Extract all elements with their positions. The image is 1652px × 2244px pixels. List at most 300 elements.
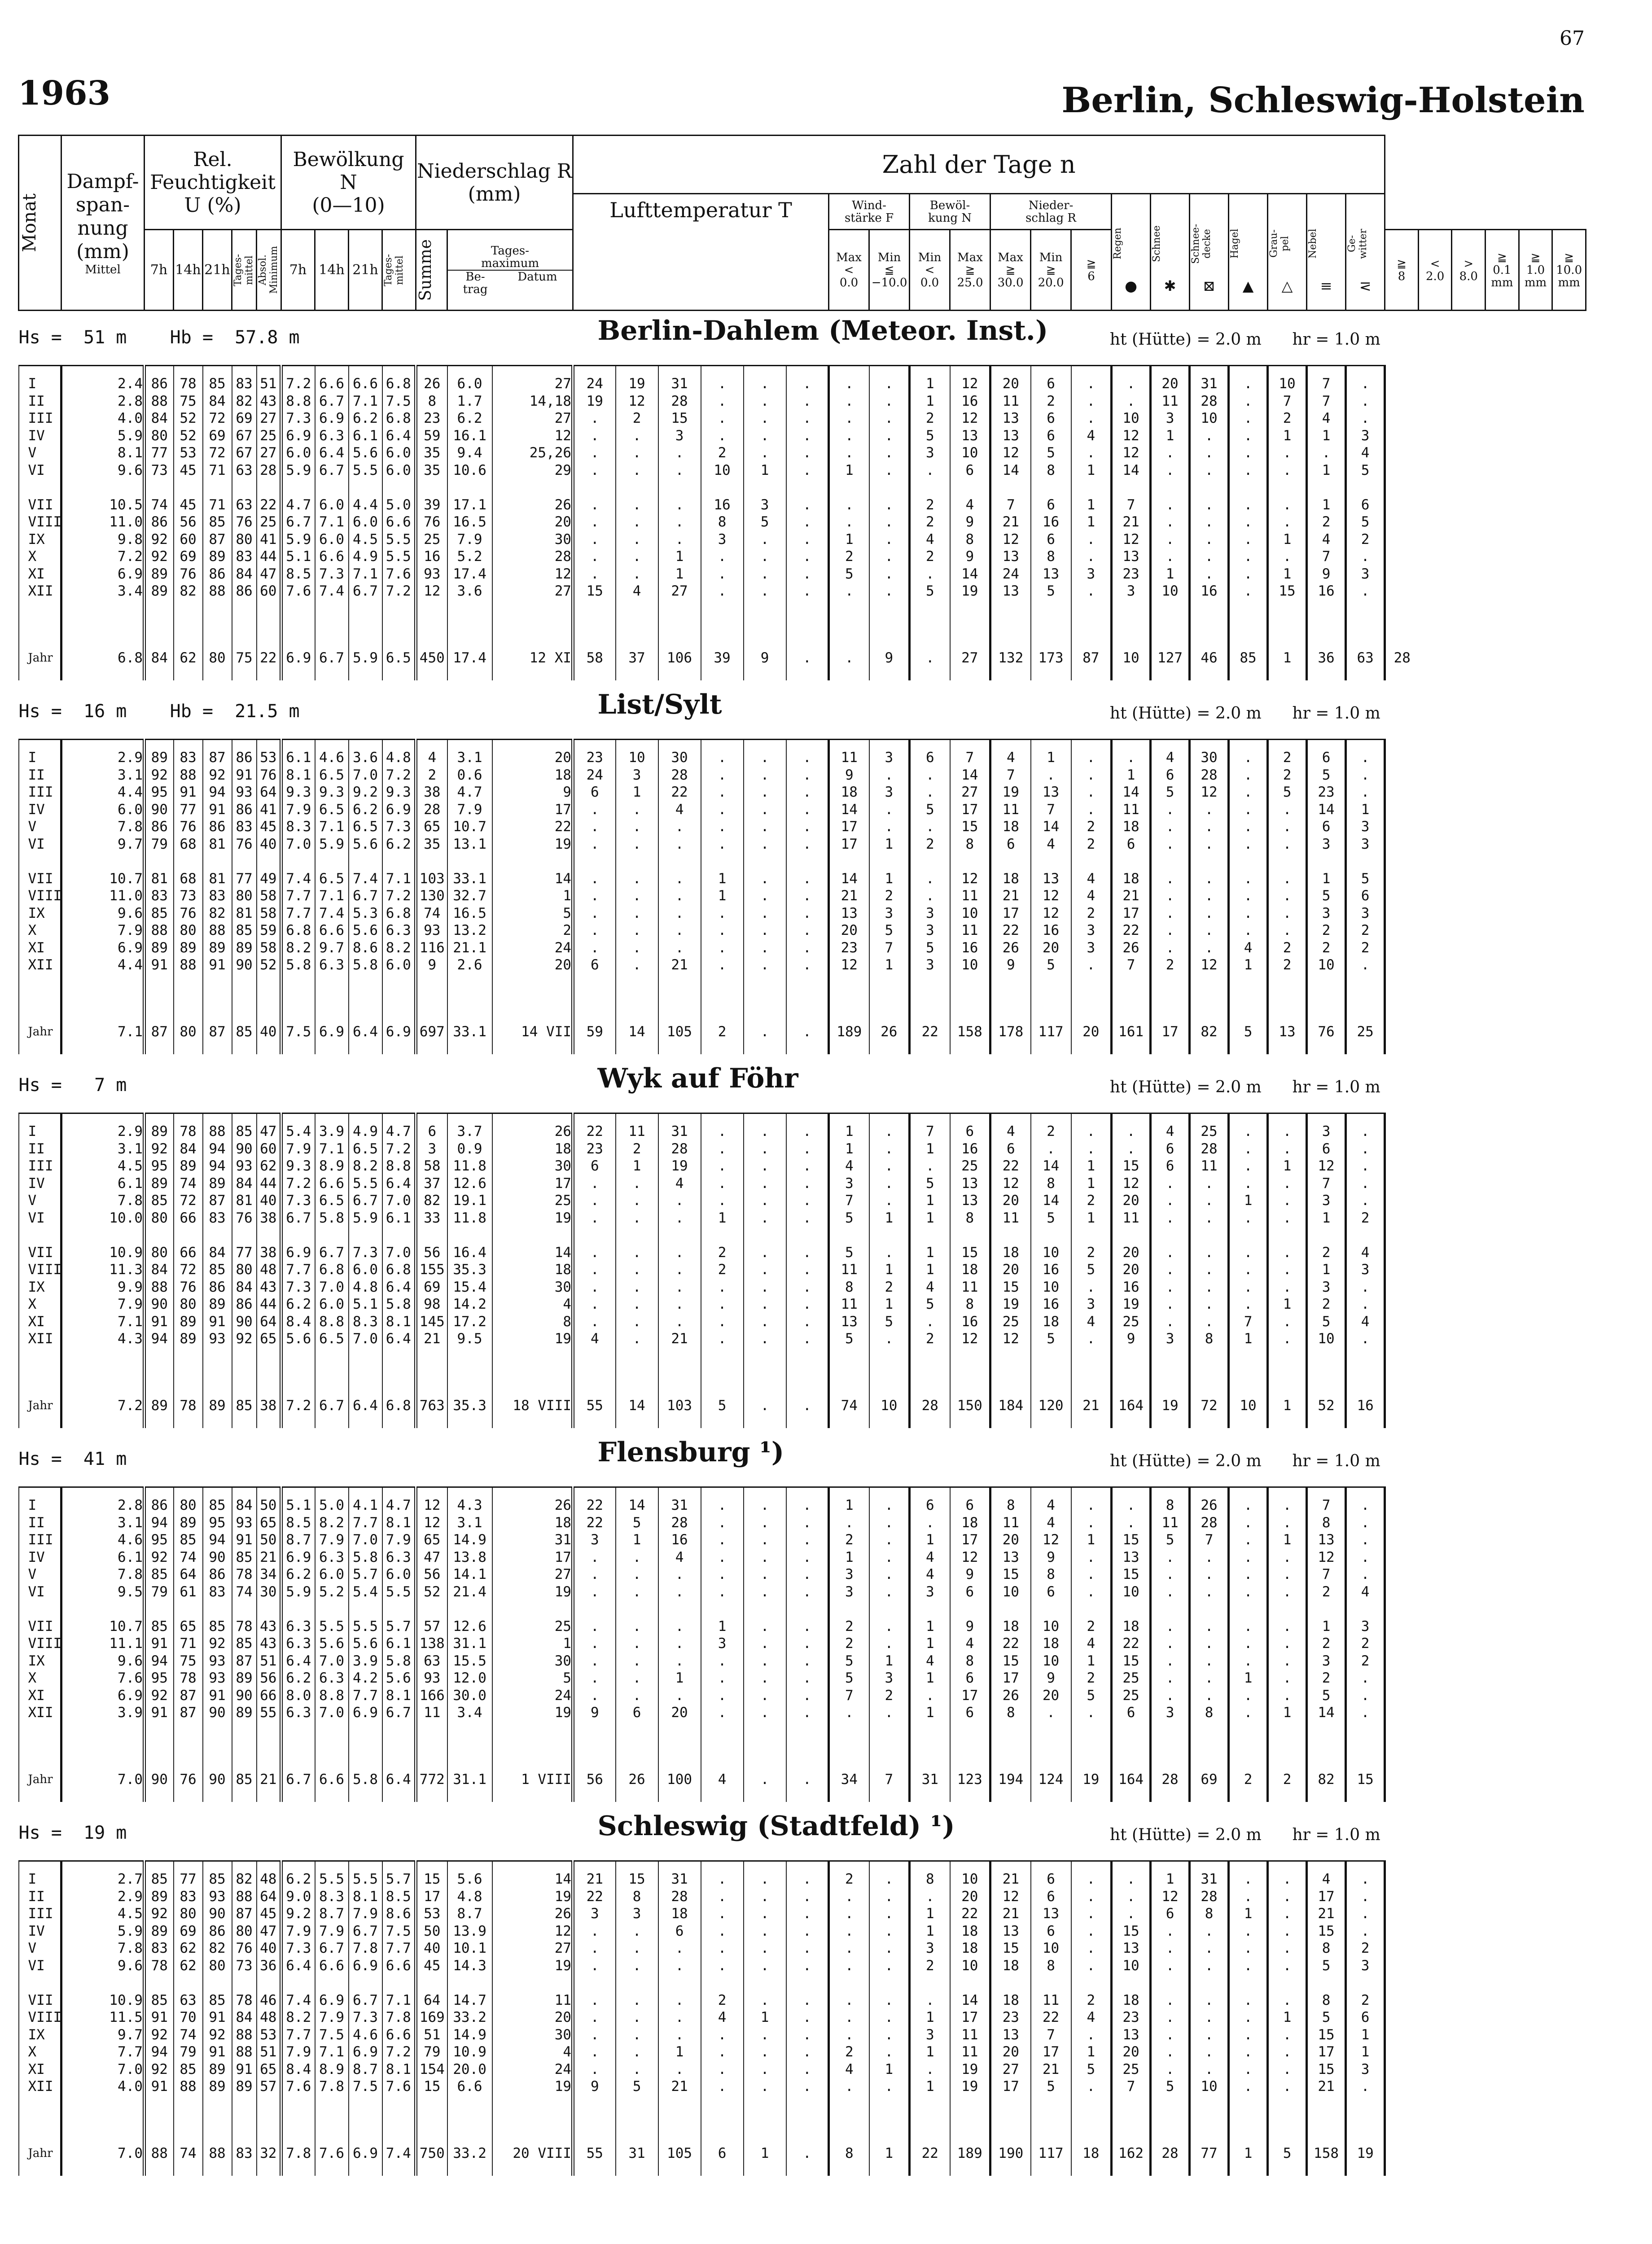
value-column: 4.7 7.2 8.8 6.4 7.0 6.1 7.0 6.8 6.4 5.8 8.1 6.4 (382, 1113, 416, 1384)
annual-value: 7.8 (281, 2131, 315, 2176)
value-column: 4.9 6.5 8.2 5.5 6.7 5.9 7.3 6.0 4.8 5.1 8.3 7.0 (349, 1113, 382, 1384)
value-column: 10 20 22 18 18 10 14 17 11 11 19 19 (950, 1861, 990, 2131)
value-column: . . . . . . . . . . . . (744, 1113, 786, 1384)
annual-value: 40 (257, 1009, 281, 1054)
value-column: 88 94 94 89 87 83 84 85 86 89 91 93 (203, 1113, 232, 1384)
value-column: 83 82 69 67 67 63 63 76 80 83 84 86 (232, 366, 257, 636)
station-block (19, 311, 1586, 685)
annual-value: 117 (1031, 1009, 1071, 1054)
value-column: 50 65 50 21 34 30 43 43 51 56 66 55 (257, 1487, 281, 1758)
annual-value: 22 (910, 2131, 950, 2176)
jahr-label: Jahr (19, 1757, 61, 1802)
value-column: . . . . . 1 . 1 2 1 5 . (869, 1113, 910, 1384)
value-column: 82 88 87 80 76 73 78 84 88 88 91 89 (232, 1861, 257, 2131)
value-column: 4.8 7.2 9.3 6.9 7.3 6.2 7.1 7.2 6.8 6.3 8.2 6.0 (382, 740, 416, 1010)
value-column: 2.4 2.8 4.0 5.9 8.1 9.6 10.5 11.0 9.8 7.2 6.9 3.4 (61, 366, 145, 636)
annual-value: 2 (701, 1009, 744, 1054)
annual-value: 7.0 (61, 1757, 145, 1802)
annual-value: 88 (145, 2131, 174, 2176)
value-column: 6 . 1 4 4 3 1 1 4 1 . 1 (910, 1487, 950, 1758)
header-schneedecke: Schnee- decke ⊠ (1190, 194, 1229, 311)
annual-value: 28 (1385, 636, 1419, 680)
value-column: 19 12 2 . . . . . . . . 4 (616, 366, 658, 636)
annual-value: 120 (1031, 1383, 1071, 1428)
annual-value: 10 (869, 1383, 910, 1428)
value-column: 7 1 . 5 1 1 1 1 4 5 . 2 (910, 1113, 950, 1384)
annual-values (19, 1383, 1586, 1428)
value-column: 7 14 27 17 15 8 12 11 10 11 16 10 (950, 740, 990, 1010)
value-column: 6.1 8.1 9.3 7.9 8.3 7.0 7.4 7.7 7.7 6.8 8.2 5.8 (281, 740, 315, 1010)
annual-value: 5.8 (349, 1757, 382, 1802)
header-dampf: Dampf- span- nung (mm) Mittel (61, 136, 145, 311)
annual-value: 161 (1112, 1009, 1151, 1054)
annual-value: 103 (658, 1383, 701, 1428)
annual-value: 6.9 (349, 2131, 382, 2176)
header-niederschlag: Niederschlag R (mm) (416, 136, 573, 230)
annual-value: 75 (232, 636, 257, 680)
header-lufttemperatur: Lufttemperatur T (573, 194, 829, 311)
annual-value: 84 (145, 636, 174, 680)
annual-value: 189 (829, 1009, 869, 1054)
annual-value: 35.3 (447, 1383, 492, 1428)
header-nebel: Nebel ≡ (1307, 194, 1346, 311)
annual-value: . (744, 1757, 786, 1802)
annual-value: 19 (1346, 2131, 1385, 2176)
annual-value: 18 (1071, 2131, 1112, 2176)
annual-value: 173 (1031, 636, 1071, 680)
annual-value: 87 (1071, 636, 1112, 680)
station-instrument-heights: ht (Hütte) = 2.0 m hr = 1.0 m (1109, 330, 1380, 349)
annual-value: 127 (1151, 636, 1190, 680)
annual-value: 89 (145, 1383, 174, 1428)
value-column: 3 . 3 . . 1 1 2 3 5 7 1 (869, 740, 910, 1010)
value-column: 1 1 2 5 3 . 2 2 4 2 . 5 (910, 366, 950, 636)
region-title: Berlin, Schleswig-Holstein (1061, 80, 1585, 121)
value-column: 86 94 95 92 85 79 85 91 94 95 92 91 (145, 1487, 174, 1758)
value-column: . . 1 . . . 2 4 1 2 5 . (1071, 1487, 1112, 1758)
annual-value: 19 (1151, 1383, 1190, 1428)
value-column: 25 28 11 . . . . . . . . 8 (1190, 1113, 1229, 1384)
annual-value: 62 (174, 636, 203, 680)
header-bew-7h: 7h (281, 230, 315, 311)
value-column: 6 2 6 6 5 8 6 16 6 8 13 5 (1031, 366, 1071, 636)
header-lt-2: Min < 0.0 (910, 230, 950, 311)
annual-value: 76 (174, 1757, 203, 1802)
annual-value: 33.2 (447, 2131, 492, 2176)
header-lt-3: Max ≧ 25.0 (950, 230, 990, 311)
annual-value: 6.7 (315, 636, 349, 680)
value-column: 6 16 25 13 13 8 15 18 11 8 16 12 (950, 1113, 990, 1384)
value-column: 6 6 13 6 10 8 11 22 7 17 21 5 (1031, 1861, 1071, 2131)
value-column: . . . . . . . . . . . . (786, 1487, 829, 1758)
value-column: 78 84 89 74 72 66 66 72 76 80 89 89 (174, 1113, 203, 1384)
value-column: 78 75 52 52 53 45 45 56 60 69 76 82 (174, 366, 203, 636)
value-column: 47 60 62 44 40 38 38 48 43 44 64 65 (257, 1113, 281, 1384)
value-column: 31 28 10 . . . . . . . . 16 (1190, 366, 1229, 636)
value-column: 20 18 9 17 22 19 14 1 5 2 24 20 (492, 740, 573, 1010)
value-column: . . . . . 1 2 2 . . . . (701, 1113, 744, 1384)
monthly-values (19, 1861, 1586, 2131)
value-column: 3.1 0.6 4.7 7.9 10.7 13.1 33.1 32.7 16.5 13.2 21.1 2.6 (447, 740, 492, 1010)
value-column: . . 1 . . . . . . . . . (1229, 1861, 1268, 2131)
annual-value: 106 (658, 636, 701, 680)
annual-value: . (786, 636, 829, 680)
header-lt-4: Max ≧ 30.0 (990, 230, 1031, 311)
annual-value: 88 (203, 2131, 232, 2176)
annual-value: 85 (232, 1383, 257, 1428)
annual-value: 132 (990, 636, 1031, 680)
value-column: . . . . . . . 1 . . . . (1268, 1861, 1307, 2131)
header-bew-mittel: Tages- mittel (382, 230, 416, 311)
value-column: 12 12 65 47 56 52 57 138 63 93 166 11 (416, 1487, 447, 1758)
header-bewk-lt2: < 2.0 (1418, 230, 1452, 311)
value-column: 2.8 3.1 4.6 6.1 7.8 9.5 10.7 11.1 9.6 7.6 6.9 3.9 (61, 1487, 145, 1758)
value-column: . . . . . . . . . . . . (786, 740, 829, 1010)
annual-value: 164 (1112, 1757, 1151, 1802)
annual-value: . (786, 2131, 829, 2176)
header-lt-0: Max < 0.0 (829, 230, 869, 311)
value-column: . . . 15 13 10 18 23 13 20 25 7 (1112, 1861, 1151, 2131)
annual-value: 10 (1112, 636, 1151, 680)
value-column: 8 11 20 13 15 10 18 22 15 17 26 8 (990, 1487, 1031, 1758)
annual-value: 6 (701, 2131, 744, 2176)
annual-value: 123 (950, 1757, 990, 1802)
annual-value: 17 (1151, 1009, 1190, 1054)
annual-value: . (910, 636, 950, 680)
value-column: 22 22 3 . . . . . . . . 9 (573, 1487, 616, 1758)
annual-value: 450 (416, 636, 447, 680)
value-column: 23 24 6 . . . . . . . . 6 (573, 740, 616, 1010)
value-column: 5.6 4.8 8.7 13.9 10.1 14.3 14.7 33.2 14.9 10.9 20.0 6.6 (447, 1861, 492, 2131)
value-column: . . 1 . . . . . . . . 1 (1268, 1487, 1307, 1758)
annual-value: 5 (1229, 1009, 1268, 1054)
monthly-values (19, 1113, 1586, 1384)
annual-value: 7.2 (281, 1383, 315, 1428)
value-column: 6.6 7.1 6.2 6.1 5.6 5.5 4.4 6.0 4.5 4.9 7.1 6.7 (349, 366, 382, 636)
value-column: . . . . 2 2 4 4 2 3 3 . (1071, 740, 1112, 1010)
value-column: 5.1 8.5 8.7 6.9 6.2 5.9 6.3 6.3 6.4 6.2 8.0 6.3 (281, 1487, 315, 1758)
jahr-label: Jahr (19, 1383, 61, 1428)
value-column: . . . . 2 10 16 8 3 . . . (701, 366, 744, 636)
annual-value: . (829, 636, 869, 680)
value-column: 6.2 9.0 9.2 7.9 7.3 6.4 7.4 8.2 7.7 7.9 8.4 7.6 (281, 1861, 315, 2131)
value-column: 30 28 12 . . . . . . . . 12 (1190, 740, 1229, 1010)
header-niederschlag-tage: Nieder- schlag R (990, 194, 1112, 230)
header-wind-8: ≧ 8 (1385, 230, 1419, 311)
value-column: . . . . . 1 . . 1 2 5 . (829, 366, 869, 636)
value-column: 51 43 27 25 27 28 22 25 41 44 47 60 (257, 366, 281, 636)
annual-value: 74 (174, 2131, 203, 2176)
annual-value: 14 VII (492, 1009, 573, 1054)
header-bew-14h: 14h (315, 230, 349, 311)
value-column: 84 93 91 85 78 74 78 85 87 89 90 89 (232, 1487, 257, 1758)
page-number: 67 (1560, 27, 1585, 50)
value-column: . . 15 13 15 10 18 22 15 25 25 6 (1112, 1487, 1151, 1758)
annual-value: 8 (829, 2131, 869, 2176)
value-column: 3.7 0.9 11.8 12.6 19.1 11.8 16.4 35.3 15.4 14.2 17.2 9.5 (447, 1113, 492, 1384)
value-column: . . . . 2 3 2 6 1 1 3 . (1346, 1861, 1385, 2131)
annual-value: . (786, 1383, 829, 1428)
annual-value: 6.8 (382, 1383, 416, 1428)
annual-value: 6.7 (315, 1383, 349, 1428)
annual-value: 27 (950, 636, 990, 680)
annual-value: 16 (1346, 1383, 1385, 1428)
annual-value: 85 (1229, 636, 1268, 680)
annual-value: 6.7 (281, 1757, 315, 1802)
annual-value: 31 (910, 1757, 950, 1802)
value-column: . . . . . . 2 4 . . . . (701, 1861, 744, 2131)
station-block (19, 685, 1586, 1059)
annual-value: 87 (145, 1009, 174, 1054)
value-column: 2 . 14 8 14 5 10 16 10 16 18 5 (1031, 1113, 1071, 1384)
annual-value: 100 (658, 1757, 701, 1802)
value-column: 4 6 5 . . . . . . . . 2 (1151, 740, 1190, 1010)
header-feucht-7h: 7h (145, 230, 174, 311)
value-column: 26 8 23 59 35 35 39 76 25 16 93 12 (416, 366, 447, 636)
station-elevation: Hs = 16 m Hb = 21.5 m (18, 701, 300, 722)
annual-value: 2 (1229, 1757, 1268, 1802)
annual-value: 6.9 (315, 1009, 349, 1054)
value-column: 83 88 91 77 76 68 68 73 76 80 89 88 (174, 740, 203, 1010)
annual-value: . (786, 1757, 829, 1802)
value-column: 7.2 8.8 7.3 6.9 6.0 5.9 4.7 6.7 5.9 5.1 8.5 7.6 (281, 366, 315, 636)
value-column: 26 28 7 . . . . . . . . 8 (1190, 1487, 1229, 1758)
value-column: 4 6 22 12 20 11 18 20 15 19 25 12 (990, 1113, 1031, 1384)
value-column: . . . . . . . . . . . . (869, 366, 910, 636)
annual-value: 78 (174, 1383, 203, 1428)
annual-value: 83 (232, 2131, 257, 2176)
annual-value: 28 (1151, 2131, 1190, 2176)
annual-value: 32 (257, 2131, 281, 2176)
value-column: 4 17 21 15 8 5 8 5 15 17 15 21 (1307, 1861, 1346, 2131)
value-column: 26 18 30 17 25 19 14 18 30 4 8 19 (492, 1113, 573, 1384)
annual-value: 55 (573, 1383, 616, 1428)
value-column: 1 1 4 3 7 5 5 11 8 11 13 5 (829, 1113, 869, 1384)
header-wind: Wind- stärke F (829, 194, 910, 230)
value-column: 31 28 15 3 . . . . . 1 1 27 (658, 366, 701, 636)
value-column: 89 92 95 90 86 79 81 83 85 88 89 91 (145, 740, 174, 1010)
annual-value: 1 (1268, 636, 1307, 680)
annual-value: 178 (990, 1009, 1031, 1054)
value-column: 2 . . . . . . . . 2 4 . (829, 1861, 869, 2131)
annual-value: 80 (174, 1009, 203, 1054)
annual-value: . (744, 1383, 786, 1428)
annual-value: 7.0 (61, 2131, 145, 2176)
annual-value: 7 (869, 1757, 910, 1802)
value-column: 15 17 53 50 40 45 64 169 51 79 154 15 (416, 1861, 447, 2131)
value-column: 10 3 1 . . . . . . . . . (616, 740, 658, 1010)
value-column: 6.0 1.7 6.2 16.1 9.4 10.6 17.1 16.5 7.9 5.2 17.4 3.6 (447, 366, 492, 636)
value-column: 1 . 2 1 3 3 2 2 5 5 7 . (829, 1487, 869, 1758)
annual-value: 6.4 (349, 1009, 382, 1054)
value-column: 31 28 16 4 . . . . . 1 . 20 (658, 1487, 701, 1758)
value-column: 4.7 8.1 7.9 6.3 6.0 5.5 5.7 6.1 5.8 5.6 8.1 6.7 (382, 1487, 416, 1758)
station-name: Berlin-Dahlem (Meteor. Inst.) (597, 315, 1048, 346)
value-column: . . . . . . . 1 . . . . (744, 1861, 786, 2131)
value-column: 20 11 13 13 12 14 7 21 12 13 24 13 (990, 366, 1031, 636)
annual-value: 74 (829, 1383, 869, 1428)
station-elevation: Hs = 41 m (18, 1449, 127, 1469)
annual-value: 38 (257, 1383, 281, 1428)
annual-value: 150 (950, 1383, 990, 1428)
value-column: 2.9 3.1 4.4 6.0 7.8 9.7 10.7 11.0 9.6 7.9 6.9 4.4 (61, 740, 145, 1010)
annual-value: 87 (203, 1009, 232, 1054)
annual-value: 22 (910, 1009, 950, 1054)
monthly-values (19, 366, 1586, 636)
value-column: . . . . . . 1 1 . . . . (701, 740, 744, 1010)
header-nieds-10: ≧ 1.0 mm (1519, 230, 1552, 311)
month-labels: I II III IV V VI VII VIII IX X XI XII (19, 1113, 61, 1384)
value-column: 27 14,18 27 12 25,26 29 26 20 30 28 12 27 (492, 366, 573, 636)
annual-value: 89 (203, 1383, 232, 1428)
value-column: 85 95 94 90 86 83 85 92 93 93 91 90 (203, 1487, 232, 1758)
value-column: 11 9 18 14 17 17 14 21 13 20 23 12 (829, 740, 869, 1010)
value-column: 5.5 8.1 7.9 6.7 7.8 6.9 6.7 7.3 4.6 6.9 8.7 7.5 (349, 1861, 382, 2131)
station-elevation: Hs = 7 m (18, 1075, 127, 1096)
annual-value: 10 (1229, 1383, 1268, 1428)
annual-value: 189 (950, 2131, 990, 2176)
value-column: . . . . . 4 3 2 2 . . . (1346, 1487, 1385, 1758)
annual-values (19, 2131, 1586, 2176)
jahr-label: Jahr (19, 1009, 61, 1054)
value-column: 4 6 6 . . . . . . . . 3 (1151, 1113, 1190, 1384)
annual-value: 763 (416, 1383, 447, 1428)
annual-value: 105 (658, 2131, 701, 2176)
value-column: 5.0 8.2 7.9 6.3 6.0 5.2 5.5 5.6 7.0 6.3 8.8 7.0 (315, 1487, 349, 1758)
value-column: 31 28 19 4 . . . . . . . 21 (658, 1113, 701, 1384)
value-column: 86 88 84 80 77 73 74 86 92 92 89 89 (145, 366, 174, 636)
header-wind-6: ≧ 6 (1071, 230, 1112, 311)
annual-value: 26 (869, 1009, 910, 1054)
header-nieds-100: ≧ 10.0 mm (1552, 230, 1586, 311)
annual-value: 17.4 (447, 636, 492, 680)
annual-value: 72 (1190, 1383, 1229, 1428)
annual-value: 85 (232, 1757, 257, 1802)
monthly-values (19, 1487, 1586, 1758)
annual-value: 1 (1268, 1383, 1307, 1428)
annual-value: 82 (1190, 1009, 1229, 1054)
value-column: . . 15 12 20 11 20 20 16 19 25 9 (1112, 1113, 1151, 1384)
value-column: 22 23 6 . . . . . . . . 4 (573, 1113, 616, 1384)
header-bewoelkung-tage: Bewöl- kung N (910, 194, 990, 230)
header-bewk-gt8: > 8.0 (1452, 230, 1485, 311)
annual-values (19, 1009, 1586, 1054)
station-elevation: Hs = 51 m Hb = 57.8 m (18, 327, 300, 348)
value-column: . . . . . . . . . . . . (744, 1487, 786, 1758)
annual-value: 18 VIII (492, 1383, 573, 1428)
header-feucht-14h: 14h (174, 230, 203, 311)
annual-value: 124 (1031, 1757, 1071, 1802)
annual-value: 6.8 (61, 636, 145, 680)
annual-value: 28 (1151, 1757, 1190, 1802)
annual-value: 5 (701, 1383, 744, 1428)
annual-value: 1 VIII (492, 1757, 573, 1802)
month-labels: I II III IV V VI VII VIII IX X XI XII (19, 1487, 61, 1758)
value-column: 7 7 4 1 . 1 1 2 4 7 9 16 (1307, 366, 1346, 636)
value-column: 3 6 12 7 3 1 2 1 3 2 5 10 (1307, 1113, 1346, 1384)
station-instrument-heights: ht (Hütte) = 2.0 m hr = 1.0 m (1109, 1078, 1380, 1096)
annual-value: 80 (203, 636, 232, 680)
value-column: 8 11 5 . . . . . . . . 3 (1151, 1487, 1190, 1758)
value-column: 77 83 80 69 62 62 63 70 74 79 85 88 (174, 1861, 203, 2131)
value-column: 6.6 6.7 6.9 6.3 6.4 6.7 6.0 7.1 6.0 6.6 7.3 7.4 (315, 366, 349, 636)
value-column: 11 2 1 . . . . . . . . . (616, 1113, 658, 1384)
annual-value: 194 (990, 1757, 1031, 1802)
annual-value: 750 (416, 2131, 447, 2176)
annual-value: 15 (1346, 1757, 1385, 1802)
station-name: Schleswig (Stadtfeld) ¹) (597, 1810, 955, 1842)
annual-value: 21 (257, 1757, 281, 1802)
station-name: Flensburg ¹) (597, 1437, 784, 1468)
value-column: 21 12 21 13 15 18 18 23 13 20 27 17 (990, 1861, 1031, 2131)
value-column: . . . . . . . . . 1 . . (1229, 1487, 1268, 1758)
annual-values (19, 636, 1586, 680)
value-column: . . . . . 1 3 5 . . . . (744, 366, 786, 636)
station-instrument-heights: ht (Hütte) = 2.0 m hr = 1.0 m (1109, 1826, 1380, 1844)
value-column: 3.9 7.1 8.9 6.6 6.5 5.8 6.7 6.8 7.0 6.0 8.8 6.5 (315, 1113, 349, 1384)
value-column: . . . . . . . . . . . . (744, 740, 786, 1010)
value-column: 14 5 1 . . . . . . . . 6 (616, 1487, 658, 1758)
value-column: 3.6 7.0 9.2 6.2 6.5 5.6 7.4 6.7 5.3 5.6 8.6 5.8 (349, 740, 382, 1010)
header-feuchtigkeit: Rel. Feuchtigkeit U (%) (145, 136, 281, 230)
annual-value: 82 (1307, 1757, 1346, 1802)
header-graupel: Grau- pel △ (1268, 194, 1307, 311)
annual-value: 9 (744, 636, 786, 680)
annual-value: 26 (616, 1757, 658, 1802)
annual-value: 4 (701, 1757, 744, 1802)
annual-value: 6.4 (382, 1757, 416, 1802)
value-column: . . . . . . . . . . 4 1 (1229, 740, 1268, 1010)
annual-value: 7.4 (382, 2131, 416, 2176)
header-hagel: Hagel ▲ (1229, 194, 1268, 311)
page-year: 1963 (18, 74, 110, 113)
value-column: 80 89 85 74 64 61 65 71 75 78 87 87 (174, 1487, 203, 1758)
annual-value: 6.9 (281, 636, 315, 680)
annual-value: 90 (203, 1757, 232, 1802)
value-column: 6 18 17 12 9 6 9 4 8 6 17 6 (950, 1487, 990, 1758)
annual-value: 6.5 (382, 636, 416, 680)
value-column: . . . . . . . . . . . . (786, 1113, 829, 1384)
value-column: . . . 4 . 1 1 1 . . 3 . (1071, 366, 1112, 636)
header-feucht-21h: 21h (203, 230, 232, 311)
value-column: 4 4 12 9 8 6 10 18 10 9 20 . (1031, 1487, 1071, 1758)
value-column: 26 18 31 17 27 19 25 1 30 5 24 19 (492, 1487, 573, 1758)
annual-value: 69 (1190, 1757, 1229, 1802)
value-column: 86 91 93 86 83 76 77 80 81 85 89 90 (232, 740, 257, 1010)
value-column: 12 16 12 13 10 6 4 9 8 9 14 19 (950, 366, 990, 636)
annual-value: 55 (573, 2131, 616, 2176)
annual-value: 58 (573, 636, 616, 680)
annual-value: 33.1 (447, 1009, 492, 1054)
annual-value: 59 (573, 1009, 616, 1054)
station-name: Wyk auf Föhr (597, 1063, 798, 1094)
value-column: 89 92 95 89 85 80 80 84 88 90 91 94 (145, 1113, 174, 1384)
annual-value: 25 (1346, 1009, 1385, 1054)
value-column: 10 7 2 1 . . . . 1 . 1 15 (1268, 366, 1307, 636)
value-column: 21 22 3 . . . . . . . . 9 (573, 1861, 616, 2131)
annual-value: 90 (145, 1757, 174, 1802)
value-column: 85 84 72 69 72 71 71 85 87 89 86 88 (203, 366, 232, 636)
annual-value: 158 (1307, 2131, 1346, 2176)
annual-value: 6.6 (315, 1757, 349, 1802)
annual-value: 39 (701, 636, 744, 680)
value-column: 4.3 3.1 14.9 13.8 14.1 21.4 12.6 31.1 15.5 12.0 30.0 3.4 (447, 1487, 492, 1758)
value-column: . . . . . . . . . . . . (1229, 366, 1268, 636)
value-column: 2.7 2.9 4.5 5.9 7.8 9.6 10.9 11.5 9.7 7.7 7.0 4.0 (61, 1861, 145, 2131)
annual-value: 36 (1307, 636, 1346, 680)
value-column: 30 28 22 4 . . . . . . . 21 (658, 740, 701, 1010)
header-nied-datum: Datum (517, 270, 557, 284)
